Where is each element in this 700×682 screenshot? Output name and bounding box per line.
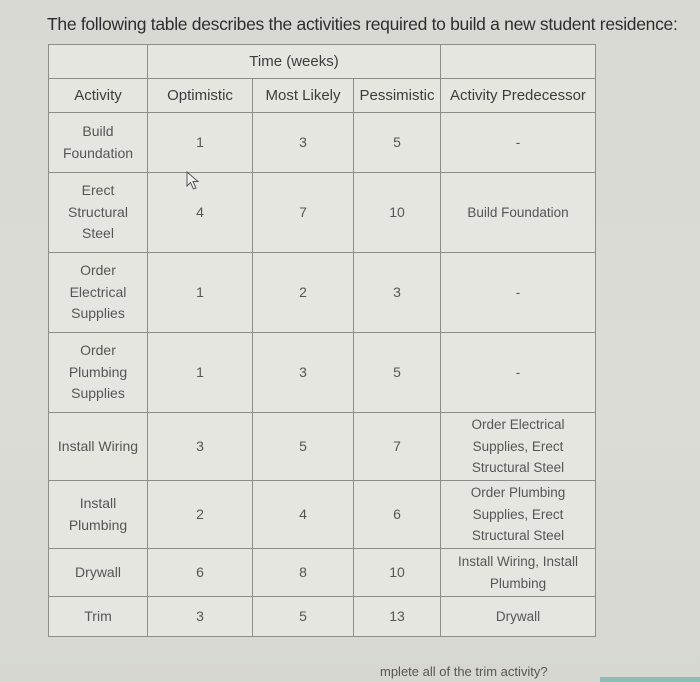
pessimistic-cell: 6 — [354, 481, 441, 549]
activity-cell: Install Wiring — [49, 413, 148, 481]
activity-cell: Trim — [49, 597, 148, 637]
table-row — [49, 413, 596, 481]
activity-cell: Erect Structural Steel — [49, 173, 148, 253]
header-most-likely: Most Likely — [253, 79, 354, 113]
predecessor-cell: Install Wiring, Install Plumbing — [441, 549, 596, 597]
optimistic-cell: 4 — [148, 173, 253, 253]
activity-cell: Order Plumbing Supplies — [49, 333, 148, 413]
header-optimistic: Optimistic — [148, 79, 253, 113]
most-likely-cell: 5 — [253, 413, 354, 481]
activity-table — [48, 44, 596, 637]
pessimistic-cell: 5 — [354, 333, 441, 413]
activity-cell: Build Foundation — [49, 113, 148, 173]
table-row — [49, 113, 596, 173]
table-row — [49, 597, 596, 637]
predecessor-cell: Order Plumbing Supplies, Erect Structural Steel — [441, 481, 596, 549]
predecessor-cell: - — [441, 333, 596, 413]
optimistic-cell: 3 — [148, 413, 253, 481]
most-likely-cell: 2 — [253, 253, 354, 333]
predecessor-cell: Drywall — [441, 597, 596, 637]
intro-text: The following table describes the activities required to build a new student residence: — [47, 14, 678, 34]
table-row — [49, 549, 596, 597]
predecessor-cell: Order Electrical Supplies, Erect Structural Steel — [441, 413, 596, 481]
time-weeks-header: Time (weeks) — [148, 45, 441, 79]
most-likely-cell: 8 — [253, 549, 354, 597]
optimistic-cell: 1 — [148, 333, 253, 413]
predecessor-cell: - — [441, 253, 596, 333]
optimistic-cell: 2 — [148, 481, 253, 549]
bottom-bar — [600, 677, 700, 682]
pessimistic-cell: 5 — [354, 113, 441, 173]
most-likely-cell: 7 — [253, 173, 354, 253]
header-predecessor: Activity Predecessor — [441, 79, 596, 113]
pessimistic-cell: 10 — [354, 173, 441, 253]
optimistic-cell: 1 — [148, 113, 253, 173]
most-likely-cell: 5 — [253, 597, 354, 637]
table-row — [49, 481, 596, 549]
predecessor-cell: - — [441, 113, 596, 173]
pessimistic-cell: 7 — [354, 413, 441, 481]
predecessor-cell: Build Foundation — [441, 173, 596, 253]
group-header-row — [49, 45, 596, 79]
optimistic-cell: 6 — [148, 549, 253, 597]
pessimistic-cell: 3 — [354, 253, 441, 333]
activity-cell: Install Plumbing — [49, 481, 148, 549]
empty-header-cell — [441, 45, 596, 79]
optimistic-cell: 1 — [148, 253, 253, 333]
table-row — [49, 253, 596, 333]
most-likely-cell: 4 — [253, 481, 354, 549]
table-row — [49, 333, 596, 413]
question-fragment: mplete all of the trim activity? — [380, 664, 548, 679]
header-pessimistic: Pessimistic — [354, 79, 441, 113]
most-likely-cell: 3 — [253, 113, 354, 173]
header-activity: Activity — [49, 79, 148, 113]
most-likely-cell: 3 — [253, 333, 354, 413]
pessimistic-cell: 10 — [354, 549, 441, 597]
pessimistic-cell: 13 — [354, 597, 441, 637]
column-header-row — [49, 79, 596, 113]
table-row — [49, 173, 596, 253]
optimistic-cell: 3 — [148, 597, 253, 637]
mouse-cursor-icon — [186, 171, 200, 191]
activity-cell: Order Electrical Supplies — [49, 253, 148, 333]
empty-header-cell — [49, 45, 148, 79]
activity-cell: Drywall — [49, 549, 148, 597]
